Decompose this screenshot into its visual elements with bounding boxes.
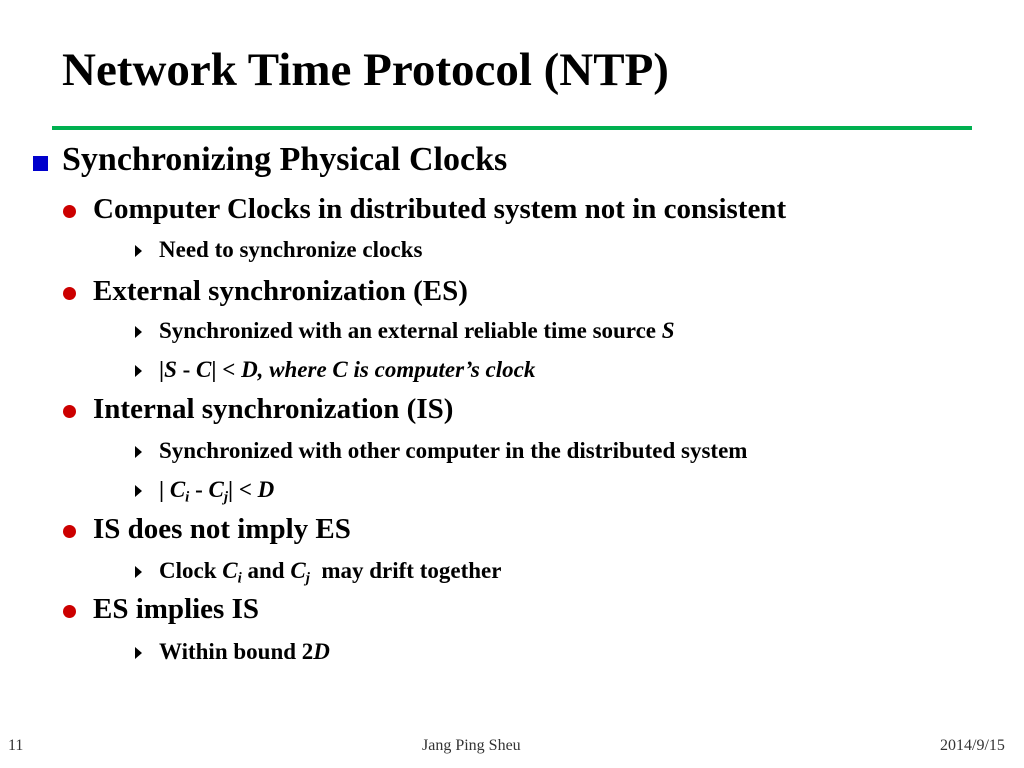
title-underline	[52, 126, 972, 130]
sub-es-inequality: |S - C| < D, where C is computer’s clock	[159, 357, 536, 382]
arrow-bullet-icon	[135, 485, 142, 497]
arrow-bullet-icon	[135, 326, 142, 338]
arrow-bullet-icon	[135, 446, 142, 458]
sub-need-to-synchronize: Need to synchronize clocks	[159, 237, 423, 262]
item-internal-synchronization: Internal synchronization (IS)	[93, 393, 454, 425]
square-bullet-icon	[33, 156, 48, 171]
sub-clock-drift: Clock $C_i$ and $C_j$ may drift together	[159, 558, 502, 587]
sub-external-source: Synchronized with an external reliable time source S	[159, 318, 675, 343]
sub-within-bound: Within bound 2D	[159, 639, 330, 664]
footer-date: 2014/9/15	[940, 737, 1005, 754]
arrow-bullet-icon	[135, 566, 142, 578]
page-number: 11	[8, 737, 24, 754]
slide-title: Network Time Protocol (NTP)	[62, 44, 669, 96]
arrow-bullet-icon	[135, 365, 142, 377]
heading-synchronizing-physical-clocks: Synchronizing Physical Clocks	[62, 141, 508, 178]
footer-author: Jang Ping Sheu	[422, 737, 521, 754]
item-es-implies-is: ES implies IS	[93, 593, 259, 625]
round-bullet-icon	[63, 405, 76, 418]
item-external-synchronization: External synchronization (ES)	[93, 275, 468, 307]
sub-is-inequality: | $C_i - C_j| < D$	[159, 477, 275, 506]
round-bullet-icon	[63, 605, 76, 618]
round-bullet-icon	[63, 287, 76, 300]
round-bullet-icon	[63, 205, 76, 218]
arrow-bullet-icon	[135, 245, 142, 257]
item-is-not-imply-es: IS does not imply ES	[93, 513, 351, 545]
round-bullet-icon	[63, 525, 76, 538]
item-computer-clocks: Computer Clocks in distributed system not in consistent	[93, 193, 787, 225]
arrow-bullet-icon	[135, 647, 142, 659]
sub-other-computer: Synchronized with other computer in the distributed system	[159, 438, 748, 463]
